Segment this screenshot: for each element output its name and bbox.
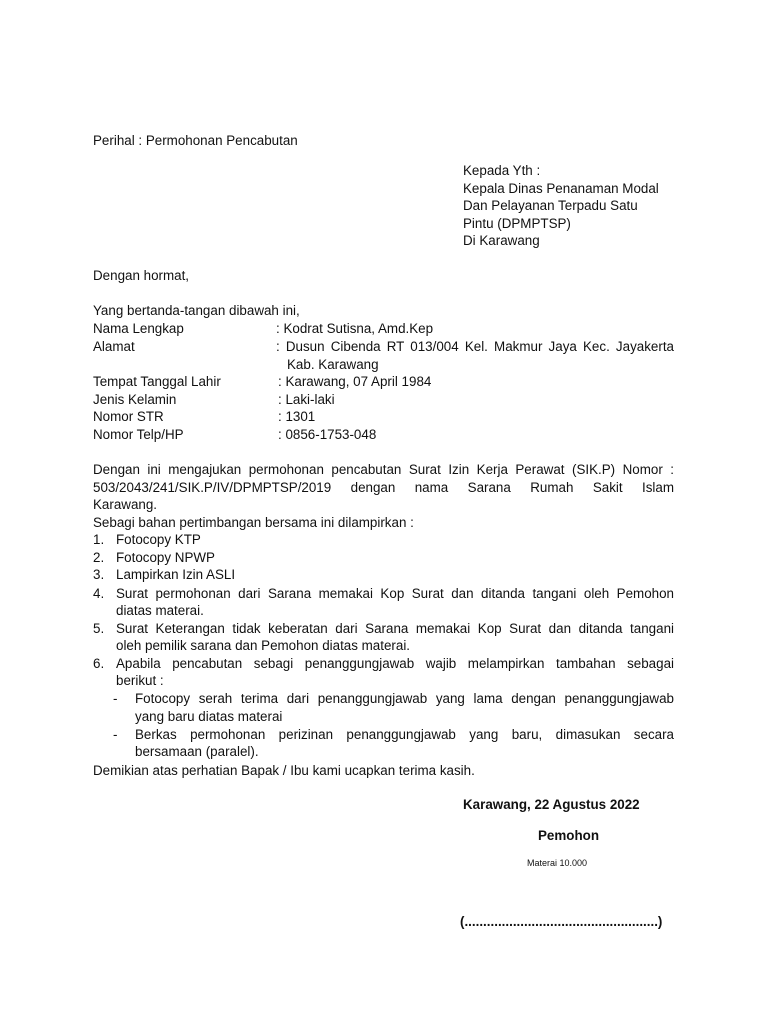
body-line: Karawang. — [93, 497, 158, 512]
field-value-name: : Kodrat Sutisna, Amd.Kep — [276, 321, 434, 336]
field-value-birth: : Karawang, 07 April 1984 — [278, 374, 432, 389]
list-item: Surat permohonan dari Sarana memakai Kop Surat dan ditanda tangani oleh Pemohon — [116, 586, 674, 601]
sub-list-item-cont: bersamaan (paralel). — [135, 744, 259, 759]
list-item-cont: berikut : — [116, 673, 164, 688]
sub-list-item: Berkas permohonan perizinan penanggungjawab yang baru, dimasukan secara — [135, 727, 674, 742]
dash-bullet: - — [113, 691, 118, 706]
list-item: Fotocopy NPWP — [116, 550, 215, 565]
list-number: 6. — [93, 656, 105, 671]
recipient-line: Kepada Yth : — [463, 163, 541, 178]
subject-line: Perihal : Permohonan Pencabutan — [93, 133, 298, 148]
field-label-str: Nomor STR — [93, 409, 164, 424]
field-label-birth: Tempat Tanggal Lahir — [93, 374, 221, 389]
body-line: 503/2043/241/SIK.P/IV/DPMPTSP/2019 dengan nama Sarana Rumah Sakit Islam — [93, 480, 674, 495]
field-value-address: : Dusun Cibenda RT 013/004 Kel. Makmur Jaya Kec. Jayakerta — [276, 339, 674, 354]
recipient-line: Dan Pelayanan Terpadu Satu — [463, 198, 638, 213]
field-value-phone: : 0856-1753-048 — [278, 427, 377, 442]
field-value-gender: : Laki-laki — [278, 392, 335, 407]
dash-bullet: - — [113, 727, 118, 742]
list-item: Lampirkan Izin ASLI — [116, 567, 236, 582]
list-number: 2. — [93, 550, 105, 565]
list-item-cont: oleh pemilik sarana dan Pemohon diatas materai. — [116, 638, 411, 653]
field-label-address: Alamat — [93, 339, 135, 354]
body-line: Sebagi bahan pertimbangan bersama ini dilampirkan : — [93, 515, 414, 530]
field-value-address-cont: Kab. Karawang — [287, 357, 379, 372]
list-number: 5. — [93, 621, 105, 636]
field-label-name: Nama Lengkap — [93, 321, 184, 336]
list-item: Fotocopy KTP — [116, 532, 201, 547]
sub-list-item-cont: yang baru diatas materai — [135, 709, 283, 724]
list-number: 3. — [93, 567, 105, 582]
field-label-phone: Nomor Telp/HP — [93, 427, 184, 442]
field-label-gender: Jenis Kelamin — [93, 392, 177, 407]
list-number: 4. — [93, 586, 105, 601]
sub-list-item: Fotocopy serah terima dari penanggungjawab yang lama dengan penanggungjawab — [135, 691, 674, 706]
field-value-str: : 1301 — [278, 409, 316, 424]
signature-name-blank: (....................................................) — [460, 914, 663, 929]
closing-text: Demikian atas perhatian Bapak / Ibu kami ucapkan terima kasih. — [93, 763, 475, 778]
intro-text: Yang bertanda-tangan dibawah ini, — [93, 303, 300, 318]
stamp-note: Materai 10.000 — [527, 858, 588, 868]
body-line: Dengan ini mengajukan permohonan pencabutan Surat Izin Kerja Perawat (SIK.P) Nomor : — [93, 462, 674, 477]
recipient-line: Pintu (DPMPTSP) — [463, 216, 571, 231]
list-item: Surat Keterangan tidak keberatan dari Sarana memakai Kop Surat dan ditanda tangani — [116, 621, 674, 636]
list-item-cont: diatas materai. — [116, 603, 204, 618]
salutation: Dengan hormat, — [93, 268, 190, 283]
signer-role: Pemohon — [538, 828, 600, 843]
recipient-line: Di Karawang — [463, 233, 540, 248]
place-date: Karawang, 22 Agustus 2022 — [463, 797, 640, 812]
list-number: 1. — [93, 532, 105, 547]
list-item: Apabila pencabutan sebagi penanggungjawab wajib melampirkan tambahan sebagai — [116, 656, 674, 671]
recipient-line: Kepala Dinas Penanaman Modal — [463, 181, 659, 196]
